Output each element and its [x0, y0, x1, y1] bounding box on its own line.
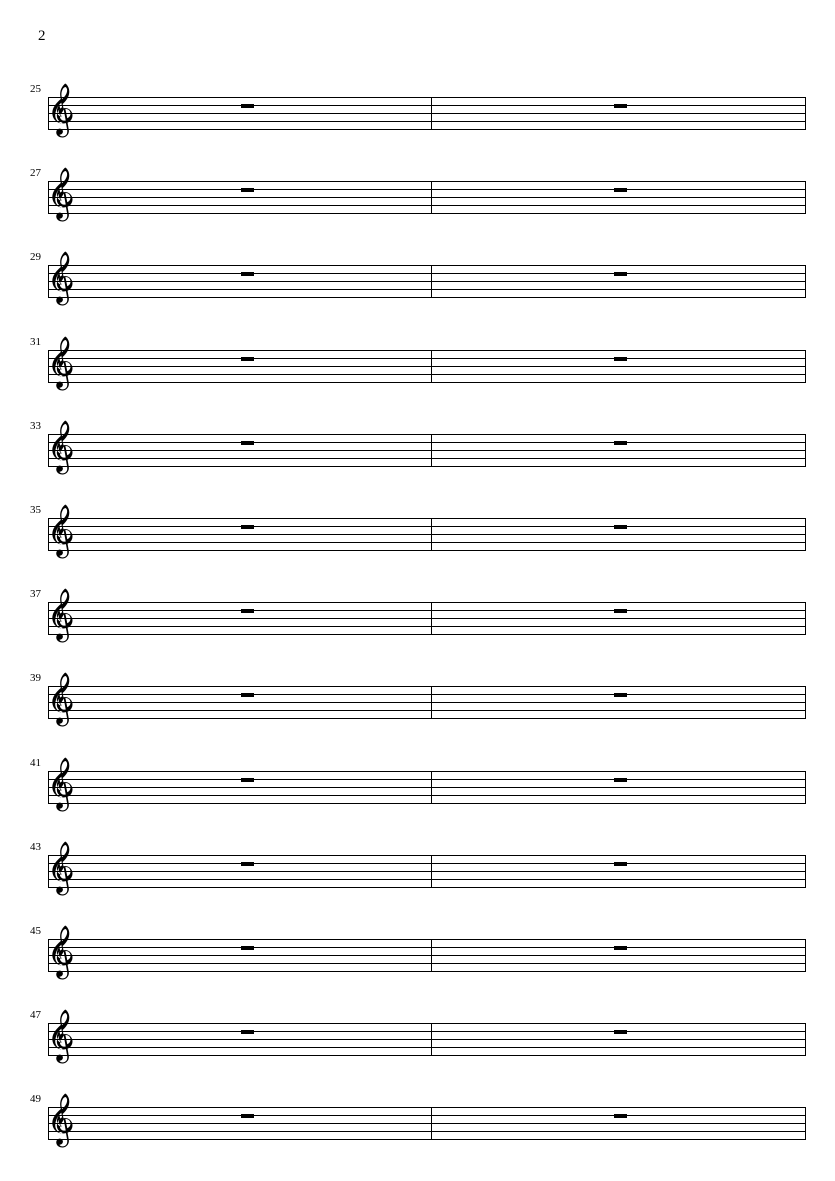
treble-clef-icon	[47, 924, 81, 986]
staff	[48, 434, 806, 466]
whole-rest-icon	[241, 357, 254, 361]
treble-clef-icon	[47, 756, 81, 818]
staff-line	[48, 542, 806, 543]
measure-number: 29	[30, 251, 41, 264]
staff-line	[48, 871, 806, 872]
treble-clef-icon	[47, 587, 81, 649]
staff-line	[48, 947, 806, 948]
staff-line	[48, 634, 806, 635]
staff-line	[48, 803, 806, 804]
staff-line	[48, 1139, 806, 1140]
staff-line	[48, 518, 806, 519]
barline-end	[805, 602, 806, 635]
staff-line	[48, 955, 806, 956]
measure-number: 27	[30, 167, 41, 180]
staff-line	[48, 1031, 806, 1032]
barline-end	[805, 350, 806, 383]
whole-rest-icon	[241, 1114, 254, 1118]
staff-line	[48, 181, 806, 182]
barline-mid	[431, 771, 432, 804]
staff-line	[48, 273, 806, 274]
staff-system	[0, 841, 835, 911]
staff	[48, 518, 806, 550]
staff-line	[48, 105, 806, 106]
staff-line	[48, 129, 806, 130]
barline-end	[805, 434, 806, 467]
staff-system	[0, 167, 835, 237]
staff-line	[48, 1123, 806, 1124]
whole-rest-icon	[241, 946, 254, 950]
whole-rest-icon	[241, 778, 254, 782]
staff-line	[48, 686, 806, 687]
staff-line	[48, 265, 806, 266]
staff-system	[0, 504, 835, 574]
staff	[48, 686, 806, 718]
staff-line	[48, 297, 806, 298]
whole-rest-icon	[241, 693, 254, 697]
treble-clef-icon	[47, 250, 81, 312]
staff-system	[0, 336, 835, 406]
staff-line	[48, 694, 806, 695]
staff-system	[0, 672, 835, 742]
whole-rest-icon	[241, 525, 254, 529]
measure-number: 25	[30, 83, 41, 95]
barline-mid	[431, 1023, 432, 1056]
staff-line	[48, 1131, 806, 1132]
staff-line	[48, 450, 806, 451]
barline-mid	[431, 434, 432, 467]
measure-number: 39	[30, 672, 41, 685]
staff-line	[48, 550, 806, 551]
staff-line	[48, 358, 806, 359]
measure-number: 37	[30, 588, 41, 601]
staff-line	[48, 442, 806, 443]
barline-end	[805, 1023, 806, 1056]
whole-rest-icon	[614, 357, 627, 361]
staff	[48, 939, 806, 971]
staff-line	[48, 795, 806, 796]
staff	[48, 97, 806, 129]
staff	[48, 265, 806, 297]
staff-line	[48, 887, 806, 888]
staff-line	[48, 787, 806, 788]
staff-line	[48, 189, 806, 190]
whole-rest-icon	[614, 104, 627, 108]
whole-rest-icon	[614, 778, 627, 782]
whole-rest-icon	[614, 441, 627, 445]
staff-system	[0, 420, 835, 490]
staff-line	[48, 350, 806, 351]
staff-system	[0, 251, 835, 321]
staff	[48, 602, 806, 634]
staff-line	[48, 1055, 806, 1056]
staff	[48, 771, 806, 803]
measure-number: 47	[30, 1009, 41, 1022]
treble-clef-icon	[47, 671, 81, 733]
whole-rest-icon	[614, 272, 627, 276]
staff-line	[48, 879, 806, 880]
staff-line	[48, 1039, 806, 1040]
barline-mid	[431, 181, 432, 214]
staff-line	[48, 526, 806, 527]
measure-number: 45	[30, 925, 41, 937]
whole-rest-icon	[241, 272, 254, 276]
measure-number: 35	[30, 504, 41, 516]
staff-line	[48, 1023, 806, 1024]
whole-rest-icon	[614, 1114, 627, 1118]
measure-number: 49	[30, 1093, 41, 1106]
staff-line	[48, 213, 806, 214]
whole-rest-icon	[614, 1030, 627, 1034]
staff-line	[48, 1107, 806, 1108]
whole-rest-icon	[241, 188, 254, 192]
barline-mid	[431, 602, 432, 635]
staff-line	[48, 626, 806, 627]
staff-line	[48, 289, 806, 290]
staff-line	[48, 718, 806, 719]
staff-line	[48, 466, 806, 467]
treble-clef-icon	[47, 1092, 81, 1154]
staff-line	[48, 458, 806, 459]
staff-system	[0, 1093, 835, 1163]
staff-line	[48, 121, 806, 122]
barline-end	[805, 265, 806, 298]
barline-end	[805, 181, 806, 214]
barline-end	[805, 1107, 806, 1140]
staff-system	[0, 925, 835, 995]
staff-line	[48, 382, 806, 383]
barline-end	[805, 771, 806, 804]
page-number: 2	[38, 28, 46, 44]
staff-system	[0, 588, 835, 658]
staff	[48, 350, 806, 382]
barline-end	[805, 686, 806, 719]
whole-rest-icon	[614, 188, 627, 192]
treble-clef-icon	[47, 419, 81, 481]
staff-line	[48, 863, 806, 864]
staff-line	[48, 434, 806, 435]
treble-clef-icon	[47, 335, 81, 397]
staff-line	[48, 963, 806, 964]
staff-line	[48, 374, 806, 375]
treble-clef-icon	[47, 1008, 81, 1070]
staff	[48, 1107, 806, 1139]
whole-rest-icon	[241, 609, 254, 613]
whole-rest-icon	[614, 525, 627, 529]
staff-line	[48, 710, 806, 711]
measure-number: 31	[30, 335, 41, 348]
barline-mid	[431, 855, 432, 888]
staff	[48, 855, 806, 887]
staff-line	[48, 113, 806, 114]
barline-end	[805, 855, 806, 888]
measure-number: 43	[30, 840, 41, 853]
whole-rest-icon	[614, 609, 627, 613]
barline-mid	[431, 939, 432, 972]
staff-line	[48, 281, 806, 282]
staff-line	[48, 197, 806, 198]
barline-mid	[431, 518, 432, 551]
staff-line	[48, 205, 806, 206]
whole-rest-icon	[614, 946, 627, 950]
measure-number: 33	[30, 419, 41, 432]
staff-line	[48, 971, 806, 972]
treble-clef-icon	[47, 166, 81, 228]
staff-line	[48, 855, 806, 856]
staff-line	[48, 939, 806, 940]
staff-line	[48, 610, 806, 611]
staff-system	[0, 1009, 835, 1079]
barline-end	[805, 97, 806, 130]
barline-end	[805, 939, 806, 972]
barline-mid	[431, 350, 432, 383]
staff-line	[48, 534, 806, 535]
treble-clef-icon	[47, 503, 81, 565]
barline-mid	[431, 265, 432, 298]
staff-line	[48, 602, 806, 603]
staff-line	[48, 771, 806, 772]
staff-system	[0, 757, 835, 827]
whole-rest-icon	[614, 862, 627, 866]
staff	[48, 181, 806, 213]
staff-line	[48, 779, 806, 780]
treble-clef-icon	[47, 82, 81, 144]
whole-rest-icon	[241, 441, 254, 445]
staff-line	[48, 366, 806, 367]
staff-system	[0, 83, 835, 153]
staff-line	[48, 1047, 806, 1048]
whole-rest-icon	[241, 862, 254, 866]
staff-line	[48, 618, 806, 619]
barline-mid	[431, 97, 432, 130]
staff-line	[48, 1115, 806, 1116]
whole-rest-icon	[241, 1030, 254, 1034]
measure-number: 41	[30, 756, 41, 769]
barline-mid	[431, 1107, 432, 1140]
whole-rest-icon	[241, 104, 254, 108]
barline-end	[805, 518, 806, 551]
treble-clef-icon	[47, 840, 81, 902]
staff	[48, 1023, 806, 1055]
barline-mid	[431, 686, 432, 719]
staff-line	[48, 702, 806, 703]
staff-line	[48, 97, 806, 98]
whole-rest-icon	[614, 693, 627, 697]
